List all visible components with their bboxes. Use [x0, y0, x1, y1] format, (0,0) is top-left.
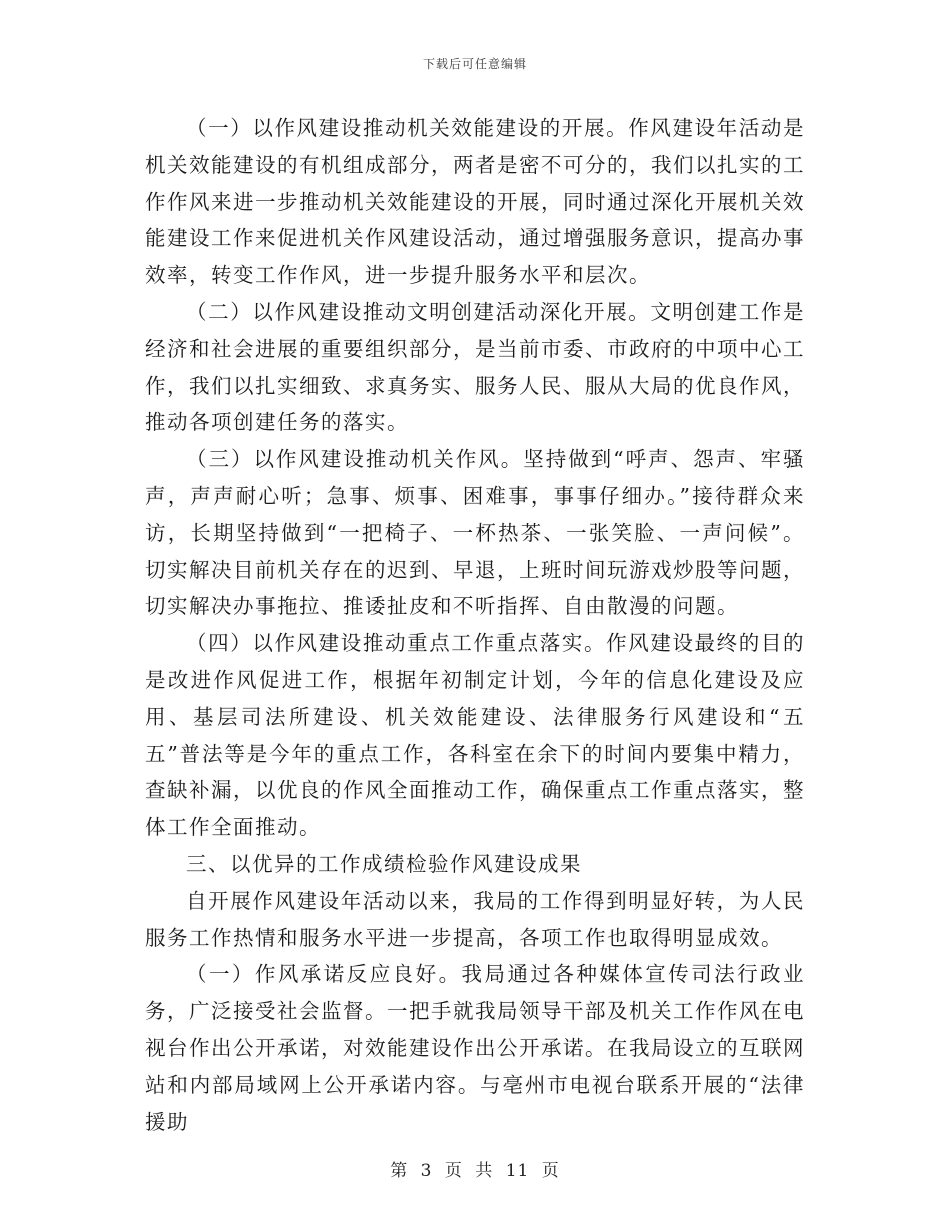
section-heading: 三、以优异的工作成绩检验作风建设成果: [186, 851, 582, 876]
paragraph: （四）以作风建设推动重点工作重点落实。作风建设最终的目的是改进作风促进工作，根据年初制定计划，今年的信息化建设及应用、基层司法所建设、机关效能建设、法律服务行风建设和“五五”普法等是今年的重点工作，各科室在余下的时间内要集中精力，查缺补漏，以优良的作风全面推动工作，确保重点工作重点落实，整体工作全面推动。: [145, 631, 805, 840]
page-footer: 第 3 页 共 11 页: [390, 1161, 560, 1181]
page-header: 下载后可任意编辑: [422, 57, 527, 71]
paragraph: （一）作风承诺反应良好。我局通过各种媒体宣传司法行政业务，广泛接受社会监督。一把手就我局领导干部及机关工作作风在电视台作出公开承诺，对效能建设作出公开承诺。在我局设立的互联网站和内部局域网上公开承诺内容。与亳州市电视台联系开展的“法律援助: [145, 962, 805, 1134]
paragraph: （二）以作风建设推动文明创建活动深化开展。文明创建工作是经济和社会进展的重要组织部分，是当前市委、市政府的中项中心工作，我们以扎实细致、求真务实、服务人民、服从大局的优良作风，推动各项创建任务的落实。: [145, 299, 805, 435]
document-body: [145, 110, 805, 1140]
paragraph: （三）以作风建设推动机关作风。坚持做到“呼声、怨声、牢骚声，声声耐心听；急事、烦事、困难事，事事仔细办。”接待群众来访，长期坚持做到“一把椅子、一杯热茶、一张笑脸、一声问候”。切实解决目前机关存在的迟到、早退，上班时间玩游戏炒股等问题，切实解决办事拖拉、推诿扯皮和不听指挥、自由散漫的问题。: [145, 447, 805, 619]
paragraph: 自开展作风建设年活动以来，我局的工作得到明显好转，为人民服务工作热情和服务水平进一步提高，各项工作也取得明显成效。: [145, 888, 805, 950]
paragraph: （一）以作风建设推动机关效能建设的开展。作风建设年活动是机关效能建设的有机组成部分，两者是密不可分的，我们以扎实的工作作风来进一步推动机关效能建设的开展，同时通过深化开展机关效能建设工作来促进机关作风建设活动，通过增强服务意识，提高办事效率，转变工作作风，进一步提升服务水平和层次。: [145, 116, 805, 288]
